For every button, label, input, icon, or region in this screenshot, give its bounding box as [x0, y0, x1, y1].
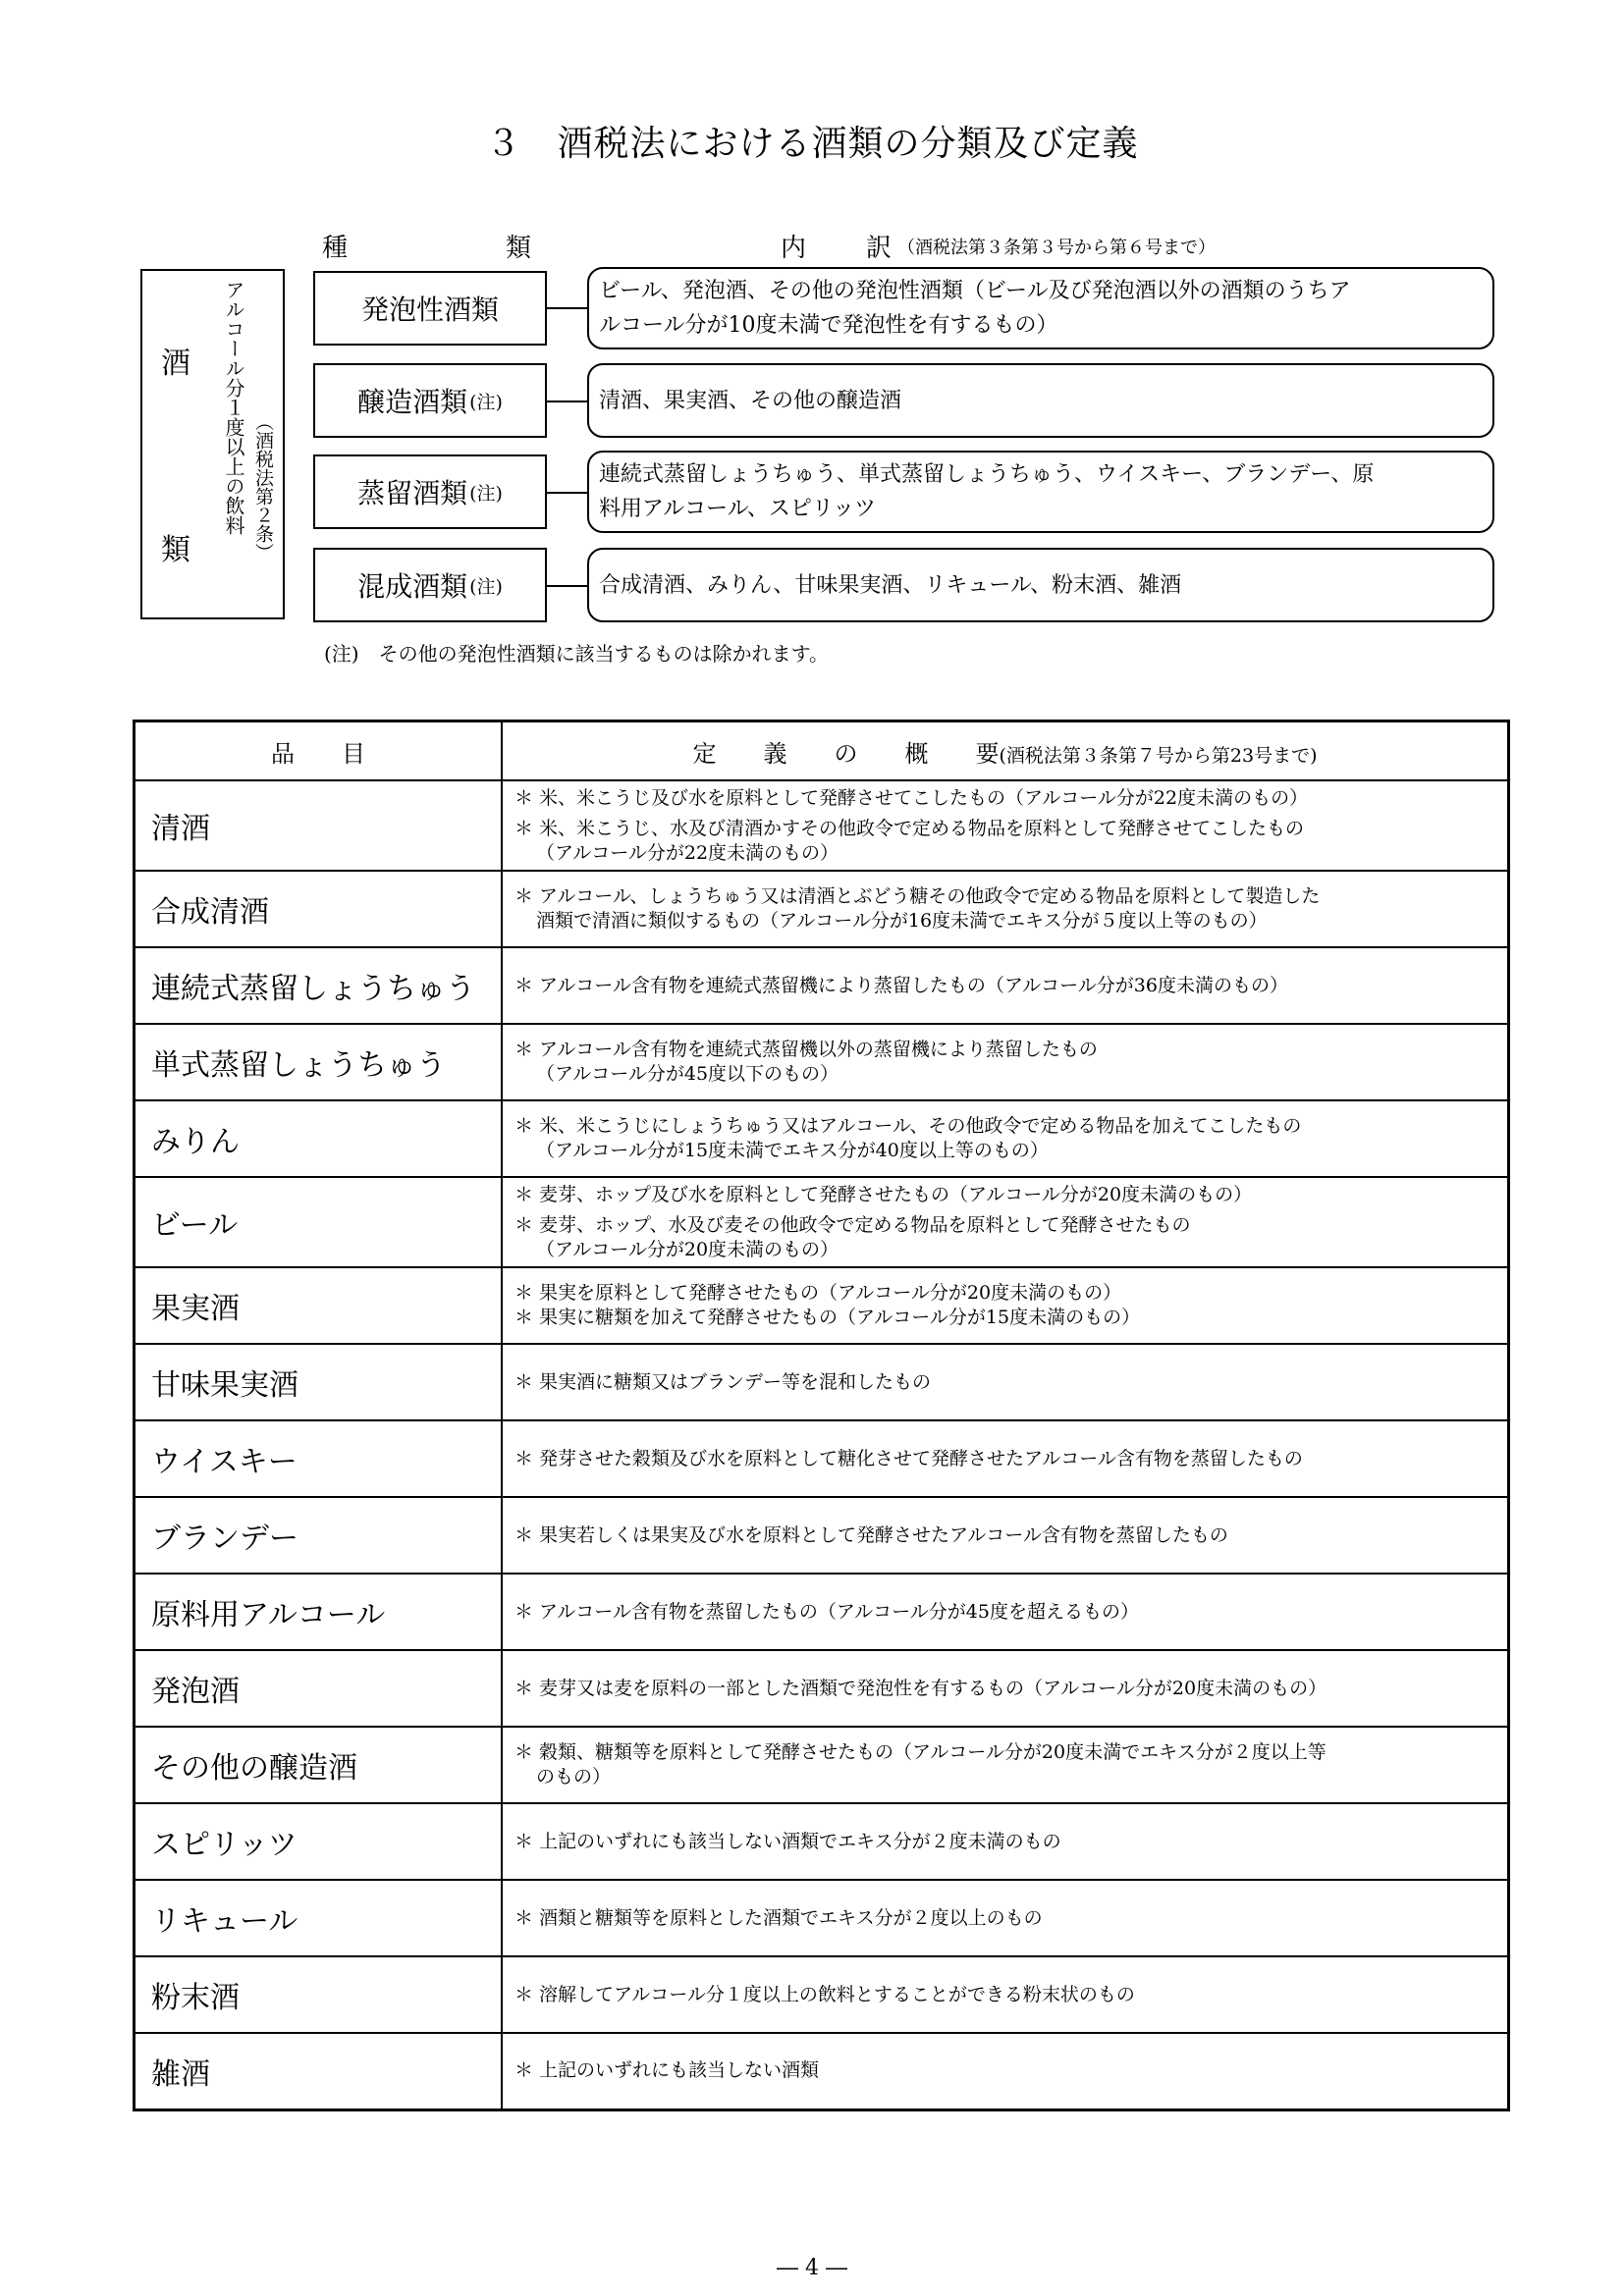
item-definition [502, 947, 1509, 1024]
item-definition [502, 1267, 1509, 1344]
item-name: その他の醸造酒 [135, 1727, 503, 1803]
page-title [0, 116, 1624, 166]
connector-line [547, 400, 587, 402]
table-row [135, 1100, 1509, 1177]
header-kind-1: 種 [322, 234, 349, 263]
item-name: ブランデー [135, 1497, 503, 1574]
definition-line: （アルコール分が45度以下のもの） [536, 1063, 839, 1085]
section-title: 酒税法における酒類の分類及び定義 [557, 124, 1139, 164]
item-definition [502, 1880, 1509, 1956]
footnote: (注) その他の発泡性酒類に該当するものは除かれます。 [324, 642, 830, 666]
definition-line: ＊ 穀類、糖類等を原料として発酵させたもの（アルコール分が20度未満でエキス分が２度以上等 [514, 1741, 1326, 1763]
category-brewed: 醸造酒類 (注) [313, 363, 547, 438]
category-mixed-desc: 合成清酒、みりん、甘味果実酒、リキュール、粉末酒、雑酒 [587, 548, 1494, 622]
item-definition [502, 1344, 1509, 1420]
item-name: みりん [135, 1100, 503, 1177]
item-definition [502, 1024, 1509, 1100]
table-row [135, 2033, 1509, 2109]
category-sparkling: 発泡性酒類 [313, 271, 547, 346]
header-item: 品 目 [135, 721, 503, 781]
item-name: 原料用アルコール [135, 1574, 503, 1650]
category-mixed: 混成酒類 (注) [313, 548, 547, 622]
item-definition [502, 1177, 1509, 1267]
vertical-law-reference: （酒税法第２条） [252, 412, 274, 561]
item-name: 雑酒 [135, 2033, 503, 2109]
definition-line: （アルコール分が15度未満でエキス分が40度以上等のもの） [536, 1140, 1049, 1161]
table-row [135, 780, 1509, 871]
header-detail-1: 内 [781, 234, 807, 263]
definition-line: ＊ アルコール含有物を連続式蒸留機により蒸留したもの（アルコール分が36度未満のもの） [514, 974, 1288, 996]
definition-line: ＊ 果実酒に糖類又はブランデー等を混和したもの [514, 1370, 932, 1393]
definition-line: ＊ 米、米こうじ及び水を原料として発酵させてこしたもの（アルコール分が22度未満のもの） [514, 786, 1309, 809]
item-name: 連続式蒸留しょうちゅう [135, 947, 503, 1024]
definitions-body [135, 780, 1509, 2109]
table-row [135, 1574, 1509, 1650]
definition-line: ＊ 麦芽又は麦を原料の一部とした酒類で発泡性を有するもの（アルコール分が20度未満のもの） [514, 1677, 1327, 1699]
item-definition [502, 780, 1509, 871]
definition-line: ＊ 果実に糖類を加えて発酵させたもの（アルコール分が15度未満のもの） [514, 1307, 1141, 1328]
table-row [135, 1267, 1509, 1344]
definition-line: ＊ 上記のいずれにも該当しない酒類 [514, 2059, 820, 2082]
item-definition [502, 1956, 1509, 2033]
item-name: 果実酒 [135, 1267, 503, 1344]
item-name: 清酒 [135, 780, 503, 871]
definition-line: ＊ 発芽させた穀類及び水を原料として糖化させて発酵させたアルコール含有物を蒸留したもの [514, 1447, 1303, 1469]
table-header-row [135, 721, 1509, 781]
definition-line: （アルコール分が20度未満のもの） [536, 1238, 839, 1260]
item-name: リキュール [135, 1880, 503, 1956]
item-definition [502, 1100, 1509, 1177]
table-row [135, 1880, 1509, 1956]
definition-line: ＊ 果実を原料として発酵させたもの（アルコール分が20度未満のもの） [514, 1282, 1122, 1304]
sake-char-top: 酒 [161, 347, 190, 381]
definition-line: ＊ 麦芽、ホップ及び水を原料として発酵させたもの（アルコール分が20度未満のもの） [514, 1183, 1253, 1205]
connector-line [547, 492, 587, 494]
vertical-alcohol-definition: アルコール分１度以上の飲料 [222, 280, 245, 535]
table-row [135, 1956, 1509, 2033]
definition-line: のもの） [536, 1766, 612, 1788]
item-definition [502, 1574, 1509, 1650]
definition-line: ＊ 米、米こうじにしょうちゅう又はアルコール、その他政令で定める物品を加えてこしたもの [514, 1115, 1302, 1137]
definition-line: ＊ 溶解してアルコール分１度以上の飲料とすることができる粉末状のもの [514, 1983, 1135, 2005]
item-name: 甘味果実酒 [135, 1344, 503, 1420]
page-number: ― 4 ― [777, 2256, 847, 2280]
table-row [135, 1420, 1509, 1497]
item-name: ビール [135, 1177, 503, 1267]
definition-line: ＊ アルコール含有物を連続式蒸留機以外の蒸留機により蒸留したもの [514, 1039, 1098, 1060]
item-definition [502, 2033, 1509, 2109]
item-definition [502, 1650, 1509, 1727]
definition-line: 酒類で清酒に類似するもの（アルコール分が16度未満でエキス分が５度以上等のもの） [536, 910, 1268, 932]
item-definition [502, 1420, 1509, 1497]
item-name: ウイスキー [135, 1420, 503, 1497]
table-row [135, 1803, 1509, 1880]
section-number: ３ [485, 124, 522, 164]
item-name: 単式蒸留しょうちゅう [135, 1024, 503, 1100]
table-row [135, 1024, 1509, 1100]
item-definition [502, 1803, 1509, 1880]
table-row [135, 1344, 1509, 1420]
table-row [135, 1497, 1509, 1574]
table-row [135, 1727, 1509, 1803]
category-brewed-desc: 清酒、果実酒、その他の醸造酒 [587, 363, 1494, 438]
table-row [135, 1650, 1509, 1727]
table-row [135, 1177, 1509, 1267]
sake-char-bottom: 類 [161, 533, 190, 567]
definition-line: （アルコール分が22度未満のもの） [536, 841, 839, 864]
definition-line: ＊ 米、米こうじ、水及び清酒かすその他政令で定める物品を原料として発酵させてこしたもの [514, 817, 1305, 839]
item-definition [502, 1497, 1509, 1574]
header-kind-2: 類 [506, 234, 532, 263]
item-name: スピリッツ [135, 1803, 503, 1880]
item-name: 合成清酒 [135, 871, 503, 947]
category-sparkling-desc: ビール、発泡酒、その他の発泡性酒類（ビール及び発泡酒以外の酒類のうちア ルコール分が10度未満で発泡性を有するもの） [587, 267, 1494, 349]
item-name: 粉末酒 [135, 1956, 503, 2033]
item-definition [502, 1727, 1509, 1803]
definition-line: ＊ アルコール、しょうちゅう又は清酒とぶどう糖その他政令で定める物品を原料として製造した [514, 885, 1321, 907]
item-definition [502, 871, 1509, 947]
table-row [135, 947, 1509, 1024]
header-detail-2: 訳 [866, 234, 893, 263]
connector-line [547, 307, 587, 309]
item-name: 発泡酒 [135, 1650, 503, 1727]
table-row [135, 871, 1509, 947]
definitions-table [133, 720, 1510, 2111]
definition-line: ＊ 果実若しくは果実及び水を原料として発酵させたアルコール含有物を蒸留したもの [514, 1523, 1228, 1546]
category-distilled: 蒸留酒類 (注) [313, 454, 547, 529]
header-definition: 定 義 の 概 要(酒税法第３条第７号から第23号まで) [502, 721, 1509, 781]
definition-line: ＊ 酒類と糖類等を原料とした酒類でエキス分が２度以上のもの [514, 1906, 1043, 1929]
header-detail-note: （酒税法第３条第３号から第６号まで） [897, 238, 1216, 258]
definition-line: ＊ アルコール含有物を蒸留したもの（アルコール分が45度を超えるもの） [514, 1600, 1139, 1623]
definition-line: ＊ 上記のいずれにも該当しない酒類でエキス分が２度未満のもの [514, 1830, 1061, 1852]
connector-line [547, 585, 587, 587]
category-distilled-desc: 連続式蒸留しょうちゅう、単式蒸留しょうちゅう、ウイスキー、ブランデー、原 料用アルコール、スピリッツ [587, 451, 1494, 533]
definition-line: ＊ 麦芽、ホップ、水及び麦その他政令で定める物品を原料として発酵させたもの [514, 1213, 1191, 1236]
